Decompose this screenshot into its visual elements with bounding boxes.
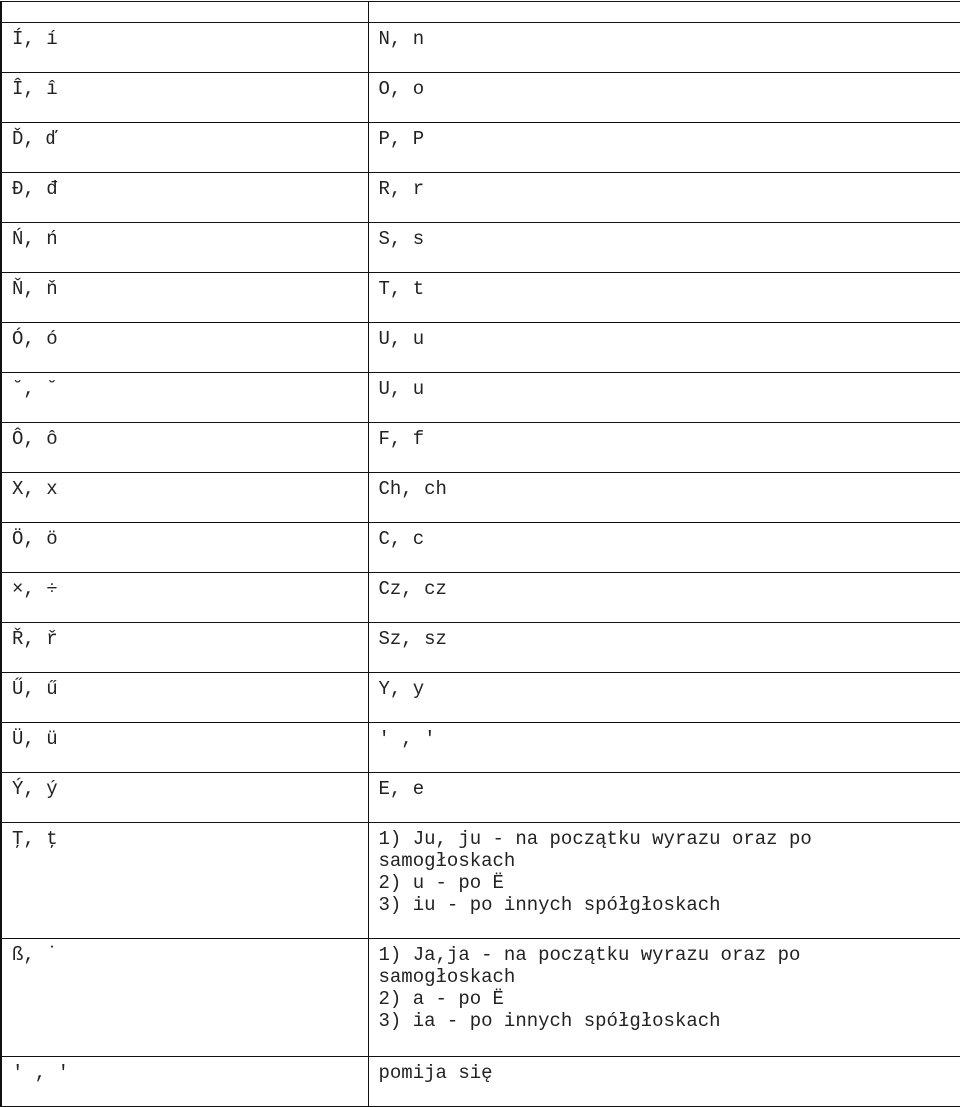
cell-source: ′ , ′	[1, 1057, 368, 1107]
table-row	[1, 723, 960, 773]
cell-target: U, u	[368, 323, 960, 373]
cell-target: P, P	[368, 123, 960, 173]
cell-source: ß, ˙	[1, 939, 368, 1057]
table-row	[1, 223, 960, 273]
table-row	[1, 373, 960, 423]
cell-target: F, f	[368, 423, 960, 473]
table-row	[1, 273, 960, 323]
cell-source: Ý, ý	[1, 773, 368, 823]
table-row	[1, 1057, 960, 1107]
cell-target: N, n	[368, 23, 960, 73]
table-row	[1, 523, 960, 573]
cell-target: O, o	[368, 73, 960, 123]
cell-source: Ń, ń	[1, 223, 368, 273]
table-row	[1, 123, 960, 173]
table-row	[1, 573, 960, 623]
table-row	[1, 423, 960, 473]
cell-source: Ű, ű	[1, 673, 368, 723]
table-row	[1, 323, 960, 373]
table-row	[1, 73, 960, 123]
cell-source: Ţ, ţ	[1, 823, 368, 939]
transliteration-table	[0, 1, 960, 1107]
cell-source: Ř, ř	[1, 623, 368, 673]
cell-source: Î, î	[1, 73, 368, 123]
cell-target: C, c	[368, 523, 960, 573]
cell-target: U, u	[368, 373, 960, 423]
cell-target: Y, y	[368, 673, 960, 723]
header-cell-source	[1, 2, 368, 23]
cell-source: Đ, đ	[1, 173, 368, 223]
header-cell-target	[368, 2, 960, 23]
table-header-row	[1, 2, 960, 23]
cell-target: R, r	[368, 173, 960, 223]
cell-target: Sz, sz	[368, 623, 960, 673]
cell-source: Ď, ď	[1, 123, 368, 173]
cell-target: pomija się	[368, 1057, 960, 1107]
cell-target: E, e	[368, 773, 960, 823]
table-row	[1, 823, 960, 939]
cell-target: S, s	[368, 223, 960, 273]
cell-source: Ü, ü	[1, 723, 368, 773]
table-row	[1, 473, 960, 523]
cell-source: Ó, ó	[1, 323, 368, 373]
table-row	[1, 623, 960, 673]
table-row	[1, 773, 960, 823]
cell-target: 1) Ja,ja - na początku wyrazu oraz po samogłoskach 2) a - po Ë 3) ia - po innych spółgłoskach	[368, 939, 960, 1057]
table-row	[1, 173, 960, 223]
cell-target: Ch, ch	[368, 473, 960, 523]
cell-source: ˘, ˘	[1, 373, 368, 423]
cell-source: X, x	[1, 473, 368, 523]
cell-source: Ö, ö	[1, 523, 368, 573]
cell-target: T, t	[368, 273, 960, 323]
cell-target: ′ , ′	[368, 723, 960, 773]
table-row	[1, 673, 960, 723]
table-row	[1, 939, 960, 1057]
table-row	[1, 23, 960, 73]
cell-target: 1) Ju, ju - na początku wyrazu oraz po samogłoskach 2) u - po Ë 3) iu - po innych spółgłoskach	[368, 823, 960, 939]
cell-source: Í, í	[1, 23, 368, 73]
cell-source: Ň, ň	[1, 273, 368, 323]
cell-target: Cz, cz	[368, 573, 960, 623]
cell-source: ×, ÷	[1, 573, 368, 623]
cell-source: Ô, ô	[1, 423, 368, 473]
